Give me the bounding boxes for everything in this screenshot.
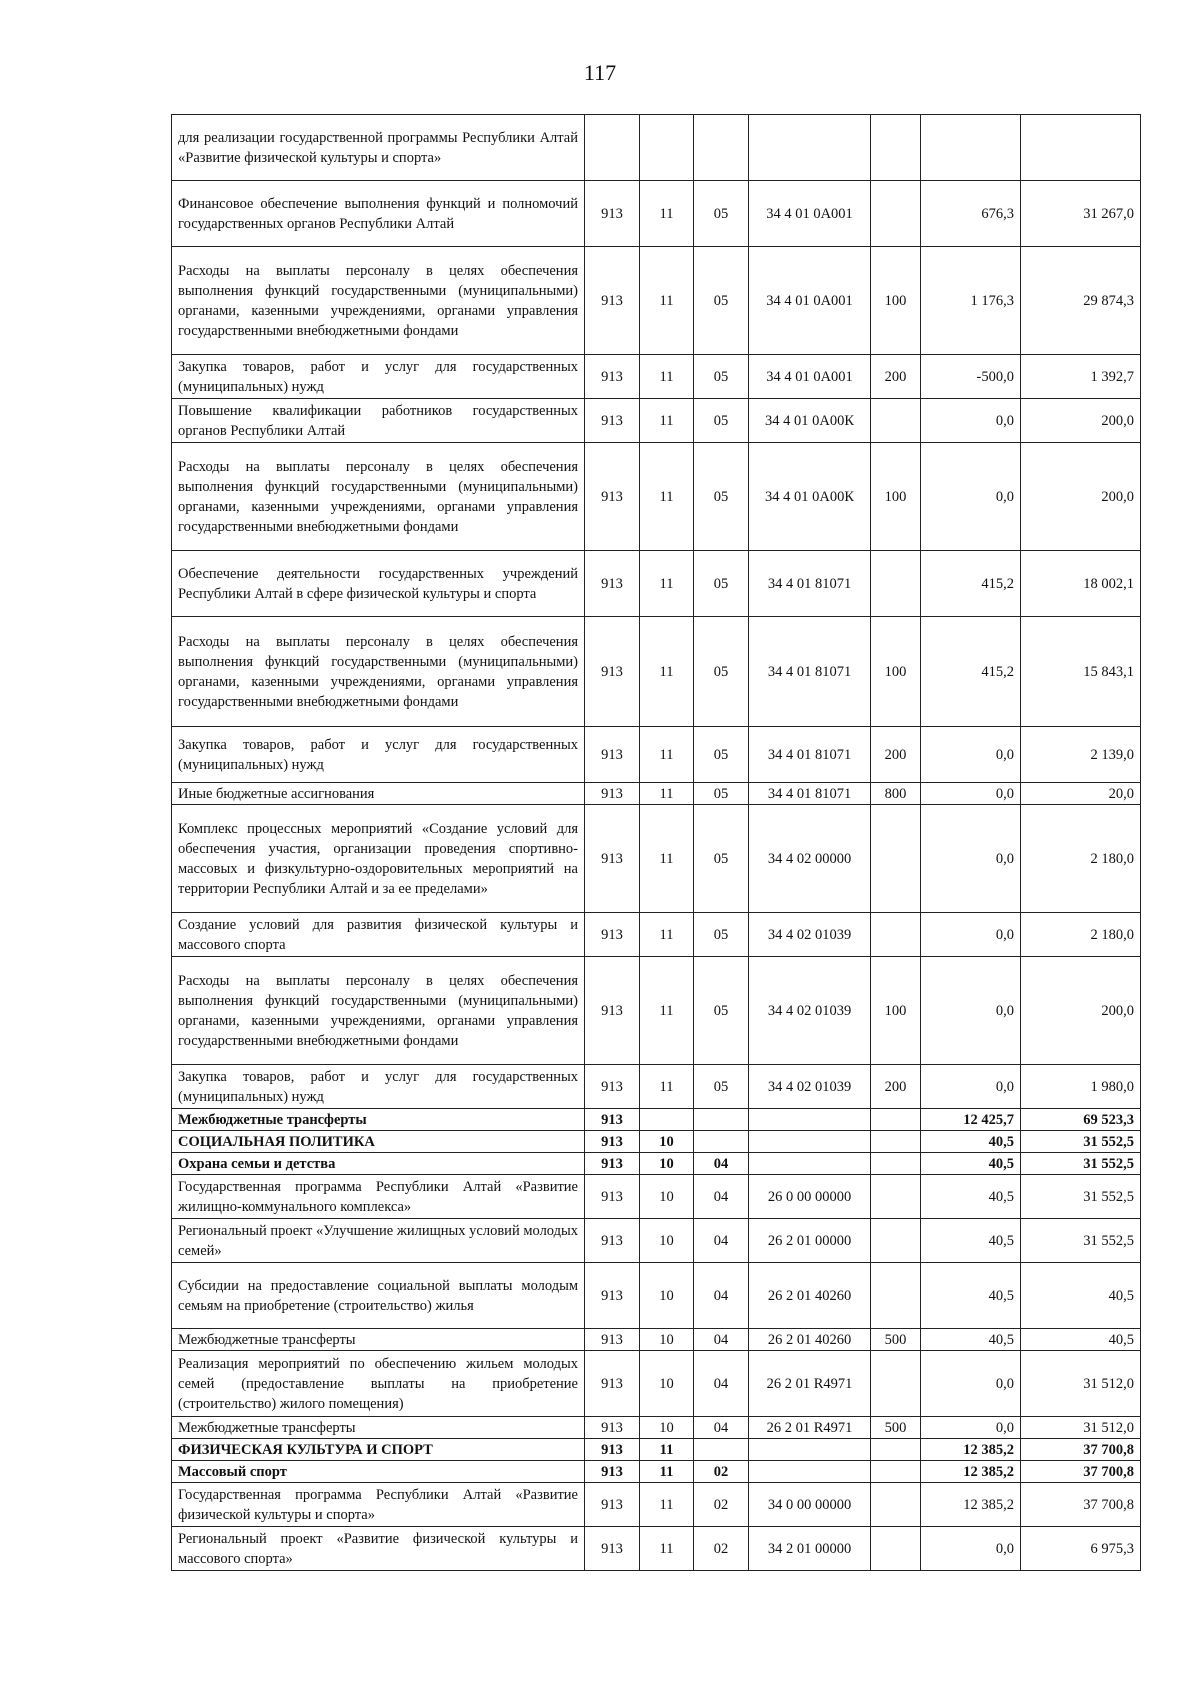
cell-total-amount: 31 512,0	[1021, 1417, 1141, 1439]
cell-target-article	[749, 1109, 871, 1131]
cell-ministry-code: 913	[585, 1219, 640, 1263]
cell-ministry-code: 913	[585, 181, 640, 247]
cell-total-amount: 200,0	[1021, 957, 1141, 1065]
cell-change-amount: 0,0	[921, 1527, 1021, 1571]
cell-total-amount: 1 392,7	[1021, 355, 1141, 399]
cell-ministry-code: 913	[585, 1109, 640, 1131]
cell-subsection	[694, 1131, 749, 1153]
cell-expense-type	[871, 1483, 921, 1527]
cell-change-amount: 40,5	[921, 1153, 1021, 1175]
cell-subsection	[694, 1439, 749, 1461]
row-name: Создание условий для развития физической культуры и массового спорта	[172, 913, 585, 957]
cell-expense-type: 800	[871, 783, 921, 805]
row-name: ФИЗИЧЕСКАЯ КУЛЬТУРА И СПОРТ	[172, 1439, 585, 1461]
cell-section: 10	[640, 1351, 694, 1417]
cell-ministry-code: 913	[585, 805, 640, 913]
budget-table-body	[172, 115, 1141, 1571]
cell-subsection: 05	[694, 181, 749, 247]
cell-change-amount: 40,5	[921, 1329, 1021, 1351]
cell-subsection: 02	[694, 1527, 749, 1571]
cell-target-article: 34 4 02 01039	[749, 1065, 871, 1109]
row-name: Охрана семьи и детства	[172, 1153, 585, 1175]
row-name: Реализация мероприятий по обеспечению жильем молодых семей (предоставление выплаты на приобретение (строительство) жилого помещения)	[172, 1351, 585, 1417]
cell-total-amount: 40,5	[1021, 1263, 1141, 1329]
cell-total-amount: 31 512,0	[1021, 1351, 1141, 1417]
row-name: Расходы на выплаты персоналу в целях обеспечения выполнения функций государственными (муниципальными) органами, казенными учреждениями, органами управления государственными внебюджетными фондами	[172, 247, 585, 355]
cell-subsection: 02	[694, 1461, 749, 1483]
row-name: Региональный проект «Развитие физической культуры и массового спорта»	[172, 1527, 585, 1571]
cell-section: 10	[640, 1175, 694, 1219]
cell-subsection	[694, 1109, 749, 1131]
cell-section: 10	[640, 1329, 694, 1351]
cell-target-article	[749, 1131, 871, 1153]
table-row	[172, 443, 1141, 551]
cell-expense-type: 200	[871, 355, 921, 399]
cell-expense-type	[871, 1219, 921, 1263]
cell-target-article: 26 2 01 R4971	[749, 1351, 871, 1417]
row-name: Повышение квалификации работников государственных органов Республики Алтай	[172, 399, 585, 443]
row-name: Государственная программа Республики Алтай «Развитие жилищно-коммунального комплекса»	[172, 1175, 585, 1219]
cell-ministry-code: 913	[585, 1175, 640, 1219]
cell-section: 10	[640, 1219, 694, 1263]
cell-total-amount: 31 552,5	[1021, 1175, 1141, 1219]
cell-change-amount: 40,5	[921, 1219, 1021, 1263]
row-name: Расходы на выплаты персоналу в целях обеспечения выполнения функций государственными (муниципальными) органами, казенными учреждениями, органами управления государственными внебюджетными фондами	[172, 617, 585, 727]
cell-section: 11	[640, 399, 694, 443]
cell-target-article: 34 4 01 0А001	[749, 247, 871, 355]
table-row	[172, 1461, 1141, 1483]
cell-expense-type	[871, 1351, 921, 1417]
cell-ministry-code: 913	[585, 1065, 640, 1109]
row-name: Межбюджетные трансферты	[172, 1417, 585, 1439]
cell-section: 11	[640, 1439, 694, 1461]
table-row	[172, 913, 1141, 957]
cell-change-amount: 12 385,2	[921, 1439, 1021, 1461]
cell-ministry-code: 913	[585, 1263, 640, 1329]
cell-target-article: 34 4 01 0А00К	[749, 399, 871, 443]
row-name: Расходы на выплаты персоналу в целях обеспечения выполнения функций государственными (муниципальными) органами, казенными учреждениями, органами управления государственными внебюджетными фондами	[172, 443, 585, 551]
cell-target-article: 34 4 01 81071	[749, 783, 871, 805]
table-row	[172, 399, 1141, 443]
cell-expense-type: 200	[871, 727, 921, 783]
cell-expense-type	[871, 913, 921, 957]
cell-section: 11	[640, 1527, 694, 1571]
cell-section: 10	[640, 1263, 694, 1329]
cell-ministry-code: 913	[585, 1153, 640, 1175]
row-name: Расходы на выплаты персоналу в целях обеспечения выполнения функций государственными (муниципальными) органами, казенными учреждениями, органами управления государственными внебюджетными фондами	[172, 957, 585, 1065]
cell-expense-type: 100	[871, 443, 921, 551]
row-name: Региональный проект «Улучшение жилищных условий молодых семей»	[172, 1219, 585, 1263]
cell-expense-type: 500	[871, 1417, 921, 1439]
table-row	[172, 727, 1141, 783]
cell-change-amount: 1 176,3	[921, 247, 1021, 355]
cell-expense-type: 100	[871, 617, 921, 727]
cell-expense-type	[871, 1109, 921, 1131]
cell-subsection: 05	[694, 355, 749, 399]
row-name: Иные бюджетные ассигнования	[172, 783, 585, 805]
cell-total-amount: 2 180,0	[1021, 913, 1141, 957]
row-name: СОЦИАЛЬНАЯ ПОЛИТИКА	[172, 1131, 585, 1153]
table-row	[172, 355, 1141, 399]
row-name: Закупка товаров, работ и услуг для государственных (муниципальных) нужд	[172, 727, 585, 783]
cell-ministry-code: 913	[585, 957, 640, 1065]
cell-total-amount: 18 002,1	[1021, 551, 1141, 617]
row-name: Государственная программа Республики Алтай «Развитие физической культуры и спорта»	[172, 1483, 585, 1527]
table-row	[172, 1109, 1141, 1131]
cell-subsection: 04	[694, 1329, 749, 1351]
cell-change-amount: 0,0	[921, 443, 1021, 551]
cell-change-amount: 40,5	[921, 1263, 1021, 1329]
row-name: Обеспечение деятельности государственных учреждений Республики Алтай в сфере физической культуры и спорта	[172, 551, 585, 617]
cell-total-amount: 31 267,0	[1021, 181, 1141, 247]
cell-ministry-code: 913	[585, 551, 640, 617]
cell-change-amount: 0,0	[921, 1351, 1021, 1417]
cell-target-article	[749, 1461, 871, 1483]
cell-ministry-code: 913	[585, 355, 640, 399]
cell-expense-type	[871, 181, 921, 247]
cell-ministry-code: 913	[585, 1351, 640, 1417]
cell-subsection: 05	[694, 805, 749, 913]
cell-section: 11	[640, 1461, 694, 1483]
cell-target-article	[749, 1153, 871, 1175]
table-row	[172, 181, 1141, 247]
cell-subsection: 05	[694, 957, 749, 1065]
cell-ministry-code: 913	[585, 1131, 640, 1153]
cell-ministry-code: 913	[585, 399, 640, 443]
cell-expense-type	[871, 551, 921, 617]
cell-ministry-code: 913	[585, 1527, 640, 1571]
cell-expense-type: 500	[871, 1329, 921, 1351]
cell-ministry-code: 913	[585, 443, 640, 551]
table-row	[172, 1417, 1141, 1439]
cell-change-amount: 415,2	[921, 617, 1021, 727]
table-row	[172, 1329, 1141, 1351]
table-row	[172, 1175, 1141, 1219]
cell-target-article: 34 4 02 00000	[749, 805, 871, 913]
cell-target-article: 26 0 00 00000	[749, 1175, 871, 1219]
cell-change-amount: 676,3	[921, 181, 1021, 247]
cell-change-amount: 0,0	[921, 1417, 1021, 1439]
cell-target-article: 34 4 02 01039	[749, 913, 871, 957]
cell-change-amount: 40,5	[921, 1175, 1021, 1219]
cell-target-article: 34 4 01 81071	[749, 727, 871, 783]
cell-change-amount: 0,0	[921, 913, 1021, 957]
row-name: Массовый спорт	[172, 1461, 585, 1483]
cell-total-amount: 6 975,3	[1021, 1527, 1141, 1571]
cell-target-article: 34 4 01 81071	[749, 551, 871, 617]
cell-section: 11	[640, 181, 694, 247]
row-name: Закупка товаров, работ и услуг для государственных (муниципальных) нужд	[172, 355, 585, 399]
cell-subsection: 04	[694, 1175, 749, 1219]
table-row	[172, 805, 1141, 913]
cell-section: 10	[640, 1153, 694, 1175]
cell-target-article: 34 2 01 00000	[749, 1527, 871, 1571]
cell-change-amount: -500,0	[921, 355, 1021, 399]
cell-change-amount: 415,2	[921, 551, 1021, 617]
cell-total-amount: 37 700,8	[1021, 1439, 1141, 1461]
cell-target-article: 26 2 01 00000	[749, 1219, 871, 1263]
cell-total-amount: 31 552,5	[1021, 1219, 1141, 1263]
cell-section: 11	[640, 805, 694, 913]
cell-target-article: 34 4 01 0А001	[749, 181, 871, 247]
cell-subsection: 05	[694, 913, 749, 957]
table-row	[172, 1527, 1141, 1571]
cell-ministry-code: 913	[585, 247, 640, 355]
cell-expense-type: 200	[871, 1065, 921, 1109]
row-name: для реализации государственной программы Республики Алтай «Развитие физической культуры и спорта»	[172, 115, 585, 181]
cell-section: 11	[640, 913, 694, 957]
row-name: Межбюджетные трансферты	[172, 1109, 585, 1131]
cell-subsection: 02	[694, 1483, 749, 1527]
row-name: Финансовое обеспечение выполнения функций и полномочий государственных органов Республики Алтай	[172, 181, 585, 247]
cell-total-amount: 2 180,0	[1021, 805, 1141, 913]
cell-total-amount	[1021, 115, 1141, 181]
cell-subsection	[694, 115, 749, 181]
cell-change-amount: 0,0	[921, 957, 1021, 1065]
cell-total-amount: 40,5	[1021, 1329, 1141, 1351]
table-row	[172, 617, 1141, 727]
cell-subsection: 04	[694, 1263, 749, 1329]
cell-target-article: 34 4 02 01039	[749, 957, 871, 1065]
table-row	[172, 1153, 1141, 1175]
cell-change-amount	[921, 115, 1021, 181]
cell-section: 11	[640, 727, 694, 783]
table-row	[172, 247, 1141, 355]
cell-expense-type	[871, 1175, 921, 1219]
cell-target-article: 34 4 01 0А001	[749, 355, 871, 399]
cell-expense-type	[871, 1527, 921, 1571]
cell-target-article	[749, 115, 871, 181]
row-name: Субсидии на предоставление социальной выплаты молодым семьям на приобретение (строительство) жилья	[172, 1263, 585, 1329]
cell-expense-type	[871, 399, 921, 443]
cell-target-article: 26 2 01 R4971	[749, 1417, 871, 1439]
cell-expense-type	[871, 1263, 921, 1329]
cell-subsection: 04	[694, 1153, 749, 1175]
page-number: 117	[583, 60, 617, 85]
cell-subsection: 05	[694, 783, 749, 805]
table-row	[172, 1439, 1141, 1461]
cell-section: 11	[640, 247, 694, 355]
table-row	[172, 1483, 1141, 1527]
cell-expense-type	[871, 805, 921, 913]
cell-change-amount: 40,5	[921, 1131, 1021, 1153]
table-row	[172, 551, 1141, 617]
cell-total-amount: 29 874,3	[1021, 247, 1141, 355]
table-row	[172, 1351, 1141, 1417]
cell-target-article: 34 0 00 00000	[749, 1483, 871, 1527]
cell-expense-type	[871, 1153, 921, 1175]
row-name: Межбюджетные трансферты	[172, 1329, 585, 1351]
cell-total-amount: 1 980,0	[1021, 1065, 1141, 1109]
cell-section: 11	[640, 783, 694, 805]
cell-subsection: 05	[694, 617, 749, 727]
table-row	[172, 1263, 1141, 1329]
cell-subsection: 05	[694, 1065, 749, 1109]
table-row	[172, 1065, 1141, 1109]
cell-total-amount: 31 552,5	[1021, 1131, 1141, 1153]
cell-target-article: 34 4 01 81071	[749, 617, 871, 727]
cell-ministry-code: 913	[585, 913, 640, 957]
cell-total-amount: 31 552,5	[1021, 1153, 1141, 1175]
cell-change-amount: 0,0	[921, 1065, 1021, 1109]
row-name: Комплекс процессных мероприятий «Создание условий для обеспечения участия, организации проведения спортивно-массовых и физкультурно-оздоровительных мероприятий на территории Республики Алтай и за ее пределами»	[172, 805, 585, 913]
cell-ministry-code: 913	[585, 617, 640, 727]
cell-total-amount: 69 523,3	[1021, 1109, 1141, 1131]
cell-target-article	[749, 1439, 871, 1461]
cell-target-article: 26 2 01 40260	[749, 1329, 871, 1351]
cell-ministry-code: 913	[585, 1329, 640, 1351]
cell-section: 11	[640, 1483, 694, 1527]
cell-ministry-code: 913	[585, 1461, 640, 1483]
cell-subsection: 05	[694, 443, 749, 551]
table-row	[172, 115, 1141, 181]
cell-expense-type	[871, 115, 921, 181]
cell-expense-type	[871, 1461, 921, 1483]
cell-subsection: 05	[694, 247, 749, 355]
table-row	[172, 957, 1141, 1065]
cell-expense-type	[871, 1131, 921, 1153]
cell-target-article: 26 2 01 40260	[749, 1263, 871, 1329]
cell-change-amount: 0,0	[921, 727, 1021, 783]
cell-target-article: 34 4 01 0А00К	[749, 443, 871, 551]
cell-section: 11	[640, 355, 694, 399]
cell-change-amount: 0,0	[921, 399, 1021, 443]
cell-subsection: 05	[694, 551, 749, 617]
cell-section	[640, 1109, 694, 1131]
cell-subsection: 04	[694, 1417, 749, 1439]
cell-subsection: 05	[694, 727, 749, 783]
cell-total-amount: 2 139,0	[1021, 727, 1141, 783]
cell-section: 11	[640, 551, 694, 617]
cell-change-amount: 12 385,2	[921, 1461, 1021, 1483]
cell-section: 11	[640, 957, 694, 1065]
table-row	[172, 1131, 1141, 1153]
cell-change-amount: 12 385,2	[921, 1483, 1021, 1527]
cell-change-amount: 0,0	[921, 805, 1021, 913]
cell-total-amount: 200,0	[1021, 399, 1141, 443]
cell-total-amount: 20,0	[1021, 783, 1141, 805]
cell-total-amount: 37 700,8	[1021, 1483, 1141, 1527]
cell-subsection: 05	[694, 399, 749, 443]
row-name: Закупка товаров, работ и услуг для государственных (муниципальных) нужд	[172, 1065, 585, 1109]
cell-ministry-code: 913	[585, 783, 640, 805]
table-row	[172, 1219, 1141, 1263]
cell-ministry-code	[585, 115, 640, 181]
cell-expense-type: 100	[871, 957, 921, 1065]
cell-total-amount: 15 843,1	[1021, 617, 1141, 727]
cell-total-amount: 200,0	[1021, 443, 1141, 551]
cell-expense-type	[871, 1439, 921, 1461]
cell-expense-type: 100	[871, 247, 921, 355]
cell-subsection: 04	[694, 1351, 749, 1417]
cell-section: 10	[640, 1131, 694, 1153]
cell-ministry-code: 913	[585, 1483, 640, 1527]
cell-section: 11	[640, 443, 694, 551]
budget-table	[171, 114, 1141, 1571]
cell-subsection: 04	[694, 1219, 749, 1263]
cell-ministry-code: 913	[585, 1417, 640, 1439]
cell-section	[640, 115, 694, 181]
cell-ministry-code: 913	[585, 1439, 640, 1461]
cell-change-amount: 0,0	[921, 783, 1021, 805]
cell-section: 10	[640, 1417, 694, 1439]
cell-section: 11	[640, 1065, 694, 1109]
table-row	[172, 783, 1141, 805]
cell-section: 11	[640, 617, 694, 727]
cell-total-amount: 37 700,8	[1021, 1461, 1141, 1483]
cell-change-amount: 12 425,7	[921, 1109, 1021, 1131]
cell-ministry-code: 913	[585, 727, 640, 783]
